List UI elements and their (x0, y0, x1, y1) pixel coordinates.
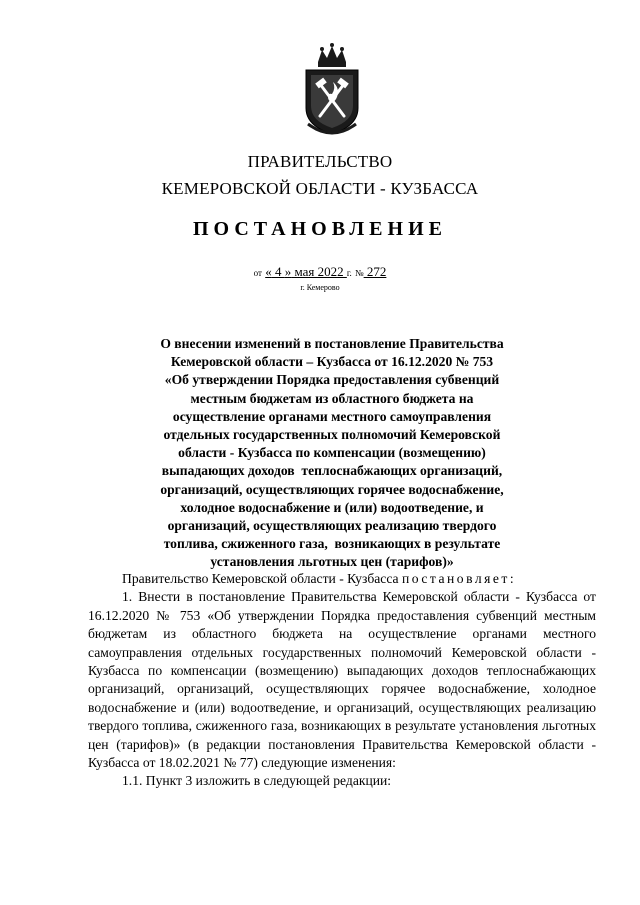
title-line: установления льготных цен (тарифов)» (210, 554, 454, 570)
government-title-line2: КЕМЕРОВСКОЙ ОБЛАСТИ - КУЗБАССА (161, 179, 479, 198)
title-line: местным бюджетам из областного бюджета на (190, 390, 474, 406)
title-line: осуществление органами местного самоуправления (172, 408, 492, 424)
coat-of-arms-emblem (296, 42, 368, 138)
document-number: 272 (363, 264, 387, 279)
intro-colon: : (509, 571, 514, 586)
document-city: г. Кемерово (300, 283, 340, 292)
title-line: организаций, осуществляющих горячее водоснабжение, (160, 481, 504, 497)
document-body (88, 570, 596, 791)
date-prefix: от (253, 268, 262, 278)
title-line: Кемеровской области – Кузбасса от 16.12.2020 № 753 (170, 354, 494, 370)
title-line: О внесении изменений в постановление Правительства (160, 336, 504, 351)
title-line: топлива, сжиженного газа, возникающих в результате (163, 536, 501, 552)
intro-decree-word: постановляет (401, 571, 510, 586)
title-line: «Об утверждении Порядка предоставления субвенций (164, 372, 500, 388)
document-number-label: № (355, 268, 364, 278)
date-year-suffix: г. (346, 268, 352, 278)
title-line: организаций, осуществляющих реализацию твердого (167, 518, 497, 534)
government-title-line1: ПРАВИТЕЛЬСТВО (247, 152, 393, 171)
document-title (130, 335, 534, 572)
date-day: 4 (271, 264, 285, 279)
intro-text: Правительство Кемеровской области - Кузбасса (122, 571, 402, 586)
crown-icon (318, 43, 346, 67)
document-date-line (0, 264, 640, 280)
title-line: области - Кузбасса по компенсации (возмещению) (178, 445, 486, 461)
title-line: холодное водоснабжение и (или) водоотведение, и (180, 499, 484, 515)
intro-paragraph (88, 570, 596, 588)
date-month-year: мая 2022 (291, 264, 347, 279)
paragraph-1: 1. Внести в постановление Правительства Кемеровской области - Кузбасса от 16.12.2020 № 753 «Об утверждении Порядка предоставления субвенций местным бюджетам из областного бюджета на осуществление органами местного самоуправления отдельных государственных полномочий Кемеровской области - Кузбасса по компенсации (возмещению) выпадающих доходов теплоснабжающих организаций, организаций, осуществляющих горячее водоснабжение, холодное водоснабжение и (или) водоотведение, и организаций, осуществляющих реализацию твердого топлива, сжиженного газа, возникающих в результате установления льготных цен (тарифов)» (в редакции постановления Правительства Кемеровской области - Кузбасса от 18.02.2021 № 77) следующие изменения: (88, 589, 596, 771)
date-quote-open: « (265, 264, 272, 279)
title-line: отдельных государственных полномочий Кемеровской (163, 427, 501, 443)
title-line: выпадающих доходов теплоснабжающих организаций, (161, 463, 503, 479)
document-type: ПОСТАНОВЛЕНИЕ (193, 218, 447, 240)
paragraph-1-1: 1.1. Пункт 3 изложить в следующей редакции: (122, 773, 392, 789)
date-quote-close: » (284, 264, 292, 279)
